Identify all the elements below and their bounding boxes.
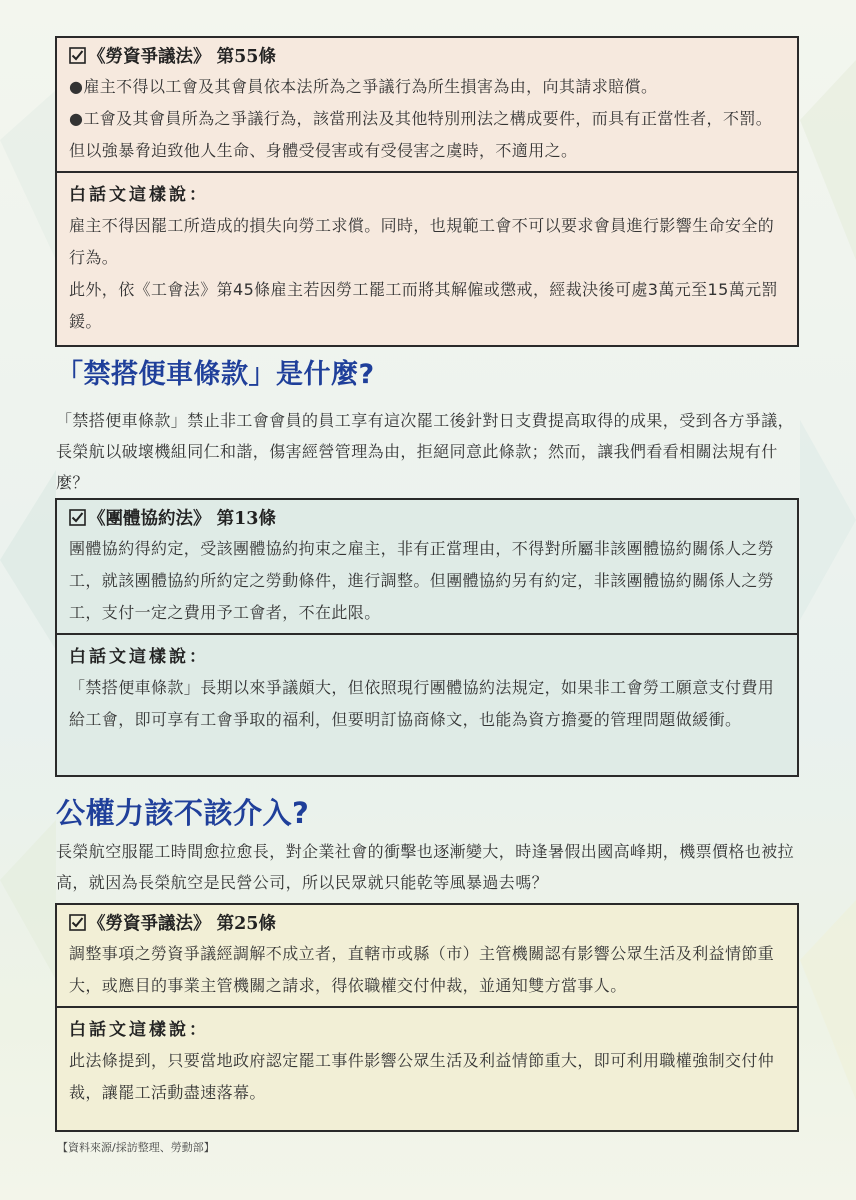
plain-paragraph: 此法條提到，只要當地政府認定罷工事件影響公眾生活及利益情節重大，即可利用職權強制交付仲裁，讓罷工活動盡速落幕。 [69, 1051, 775, 1102]
checked-box-icon [69, 911, 86, 937]
checked-box-icon [69, 506, 86, 532]
plain-paragraph: 「禁搭便車條款」長期以來爭議頗大，但依照現行團體協約法規定，如果非工會勞工願意支付費用給工會，即可享有工會爭取的福利，但要明訂協商條文，也能為資方擔憂的管理問題做緩衝。 [69, 678, 775, 729]
law-box-labor-dispute-55 [55, 36, 799, 347]
law-text [69, 71, 786, 167]
plain-paragraph: 雇主不得因罷工所造成的損失向勞工求償。同時，也規範工會不可以要求會員進行影響生命安全的行為。 [69, 216, 775, 267]
section-heading-public-authority: 公權力該不該介入? [56, 796, 310, 830]
law-text [69, 938, 786, 1002]
checked-box-icon [69, 44, 86, 70]
law-title: 《勞資爭議法》 第55條 [69, 44, 786, 70]
plain-text [69, 672, 786, 736]
law-box-collective-agreement-13 [55, 498, 799, 777]
law-paragraph: 團體協約得約定，受該團體協約拘束之雇主，非有正當理由，不得對所屬非該團體協約關係人之勞工，就該團體協約所約定之勞動條件，進行調整。但團體協約另有約定，非該團體協約關係人之勞工，支付一定之費用予工會者，不在此限。 [69, 539, 775, 622]
source-note: 【資料來源/採訪整理、勞動部】 [57, 1141, 215, 1154]
law-section [57, 905, 797, 1006]
plain-text [69, 210, 786, 338]
plain-heading: 白話文這樣說： [69, 1020, 209, 1040]
law-title: 《團體協約法》 第13條 [69, 506, 786, 532]
plain-paragraph: 此外，依《工會法》第45條雇主若因勞工罷工而將其解僱或懲戒，經裁決後可處3萬元至15萬元罰鍰。 [69, 280, 778, 331]
plain-explanation [57, 633, 797, 740]
law-paragraph: 調整事項之勞資爭議經調解不成立者，直轄市或縣（市）主管機關認有影響公眾生活及利益情節重大，或應目的事業主管機關之請求，得依職權交付仲裁，並通知雙方當事人。 [69, 944, 775, 995]
section-paragraph: 「禁搭便車條款」禁止非工會會員的員工享有這次罷工後針對日支費提高取得的成果，受到各方爭議，長榮航以破壞機組同仁和諧，傷害經營管理為由，拒絕同意此條款；然而，讓我們看看相關法規有什麼？ [56, 411, 795, 492]
law-text [69, 533, 786, 629]
law-section [57, 38, 797, 171]
law-section [57, 500, 797, 633]
section-heading-free-rider: 「禁搭便車條款」是什麼? [56, 359, 375, 390]
law-paragraph: ●工會及其會員所為之爭議行為，該當刑法及其他特別刑法之構成要件，而具有正當性者，不罰。但以強暴脅迫致他人生命、身體受侵害或有受侵害之虞時，不適用之。 [69, 109, 773, 160]
law-title: 《勞資爭議法》 第25條 [69, 911, 786, 937]
plain-heading: 白話文這樣說： [69, 185, 209, 205]
section-paragraph: 長榮航空服罷工時間愈拉愈長，對企業社會的衝擊也逐漸變大，時逢暑假出國高峰期，機票價格也被拉高，就因為長榮航空是民營公司，所以民眾就只能乾等風暴過去嗎？ [56, 842, 795, 892]
plain-text [69, 1045, 786, 1109]
law-box-labor-dispute-25 [55, 903, 799, 1132]
plain-explanation [57, 1006, 797, 1113]
plain-explanation [57, 171, 797, 342]
law-paragraph: ●雇主不得以工會及其會員依本法所為之爭議行為所生損害為由，向其請求賠償。 [69, 77, 658, 96]
plain-heading: 白話文這樣說： [69, 647, 209, 667]
